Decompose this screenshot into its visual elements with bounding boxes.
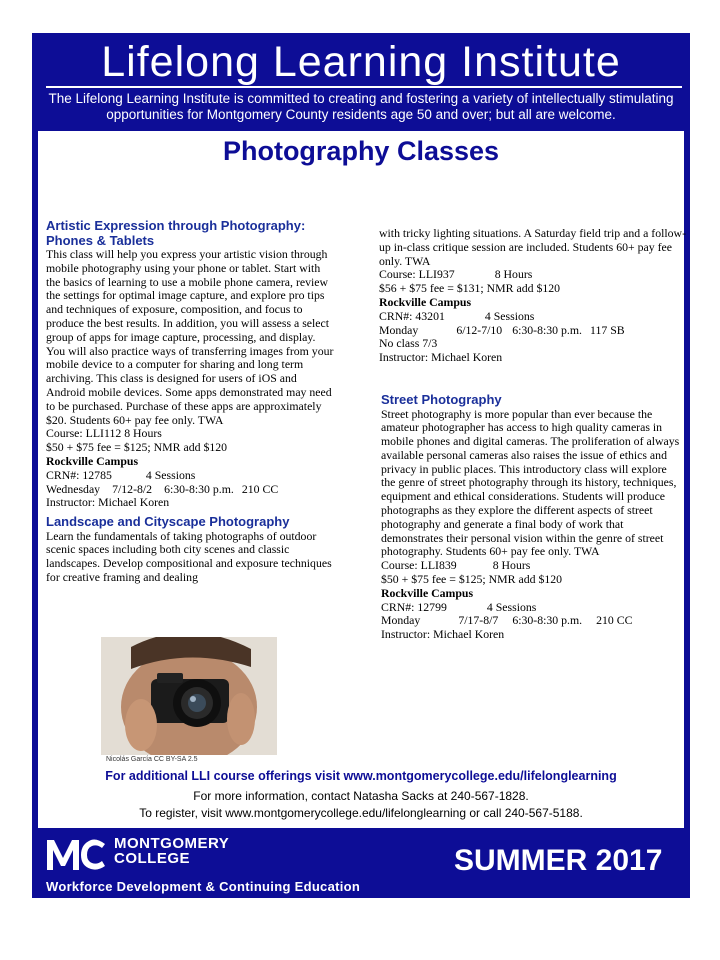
schedule-dates: 6/12-7/10 xyxy=(456,322,503,337)
course-fee: $50 + $75 fee = $125; NMR add $120 xyxy=(46,440,228,455)
schedule-time: 6:30-8:30 p.m. xyxy=(512,613,583,628)
instructor: Instructor: Michael Koren xyxy=(46,495,170,510)
contact-info: For more information, contact Natasha Sacks at 240-567-1828. xyxy=(193,789,529,803)
schedule-day: Monday xyxy=(381,613,421,628)
offerings-link[interactable]: For additional LLI course offerings visit www.montgomerycollege.edu/lifelonglearning xyxy=(105,769,617,783)
campus-name: Rockville Campus xyxy=(381,585,474,600)
schedule-day: Wednesday xyxy=(46,481,101,496)
photographer-photo xyxy=(101,637,277,755)
season-label: SUMMER 2017 xyxy=(454,844,663,877)
schedule-time: 6:30-8:30 p.m. xyxy=(164,481,234,496)
schedule-dates: 7/17-8/7 xyxy=(458,613,499,628)
schedule-room: 210 CC xyxy=(596,613,633,628)
photo-credit: Nicolás García CC BY-SA 2.5 xyxy=(106,756,198,763)
header-divider xyxy=(46,86,682,88)
course-fee: $56 + $75 fee = $131; NMR add $120 xyxy=(379,281,561,296)
course-number-line xyxy=(381,559,681,573)
course-title: Artistic Expression through Photography: Phones & Tablets xyxy=(46,218,306,248)
course-description: Learn the fundamentals of taking photographs of outdoor scenic spaces including both city scenes and classic landscapes. Develop compositional and exposure techniques for creative framing and dealing xyxy=(46,528,332,585)
sessions: 4 Sessions xyxy=(484,308,535,323)
page-title: Photography Classes xyxy=(222,136,500,166)
schedule-line xyxy=(381,614,681,628)
instructor: Instructor: Michael Koren xyxy=(381,627,505,642)
schedule-dates: 7/12-8/2 xyxy=(112,481,153,496)
crn: CRN#: 12799 xyxy=(381,599,447,614)
crn-line xyxy=(381,601,681,615)
crn: CRN#: 43201 xyxy=(379,308,445,323)
college-name-line2: COLLEGE xyxy=(114,850,191,867)
course-hours: 8 Hours xyxy=(494,267,533,282)
course-number: Course: LLI839 xyxy=(381,558,457,573)
sessions: 4 Sessions xyxy=(145,467,196,482)
schedule-room: 210 CC xyxy=(241,481,279,496)
college-name xyxy=(114,836,229,866)
schedule-day: Monday xyxy=(379,322,419,337)
college-name-line1: MONTGOMERY xyxy=(114,835,230,852)
instructor: Instructor: Michael Koren xyxy=(379,350,503,365)
campus-name: Rockville Campus xyxy=(46,453,139,468)
schedule-note: No class 7/3 xyxy=(379,336,438,351)
course-description: Street photography is more popular than ever because the amateur photographer has access to high quality cameras in mobile phones and digital cameras. The proliferation of always available personal cameras also raises the issue of ethics and privacy in public places. This introductory class will explore the genre of street photography through its history, techniques, equipment and ethical considerations. Students will produce photographs as they explore the different aspects of street photography and generate a final body of work that demonstrates their personal vision within the genre of street photography. Students 60+ pay fee only. TWA xyxy=(381,406,680,559)
course-description-continued: with tricky lighting situations. A Saturday field trip and a follow-up in-class critique session are included. Students 60+ pay fee only. TWA xyxy=(379,226,687,268)
left-column xyxy=(46,219,336,585)
registration-info: To register, visit www.montgomerycollege.edu/lifelonglearning or call 240-567-5188. xyxy=(139,806,583,820)
course-title: Street Photography xyxy=(381,392,502,407)
schedule-line xyxy=(379,324,689,338)
crn-line xyxy=(379,310,689,324)
division-name: Workforce Development & Continuing Education xyxy=(46,879,361,894)
course-number: Course: LLI112 8 Hours xyxy=(46,426,162,441)
street-photography-section xyxy=(381,393,681,642)
course-description: This class will help you express your artistic vision through mobile photography using your phone or tablet. Start with the basics of learning to use a mobile phone camera, review the settings for optimal image capture, and explore pro tips and techniques of exposure, composition, and focus to produce the best results. In addition, you will assess a select group of apps for image capture, processing, and display. You will also practice ways of transferring images from your mobile device to a computer for sharing and long term archiving. This class is designed for users of iOS and Android mobile devices. Some apps demonstrated may need to be purchased. Purchase of these apps are approximately $20. Students 60+ pay fee only. TWA xyxy=(46,247,334,427)
schedule-room: 117 SB xyxy=(590,322,625,337)
institute-tagline: The Lifelong Learning Institute is committed to creating and fostering a variety of intellectually stimulating opportunities for Montgomery County residents age 50 and over; but all are welcome. xyxy=(48,91,674,122)
institute-title: Lifelong Learning Institute xyxy=(101,38,621,86)
schedule-line xyxy=(46,483,336,497)
crn: CRN#: 12785 xyxy=(46,467,112,482)
crn-line xyxy=(46,469,336,483)
course-title: Landscape and Cityscape Photography xyxy=(46,514,290,530)
course-number-line xyxy=(379,268,689,282)
right-column xyxy=(379,227,689,365)
campus-name: Rockville Campus xyxy=(379,294,472,309)
course-number: Course: LLI937 xyxy=(379,267,455,282)
sessions: 4 Sessions xyxy=(486,599,537,614)
mc-logo-icon xyxy=(45,836,107,877)
schedule-time: 6:30-8:30 p.m. xyxy=(512,322,582,337)
course-fee: $50 + $75 fee = $125; NMR add $120 xyxy=(381,572,563,587)
course-hours: 8 Hours xyxy=(492,558,531,573)
